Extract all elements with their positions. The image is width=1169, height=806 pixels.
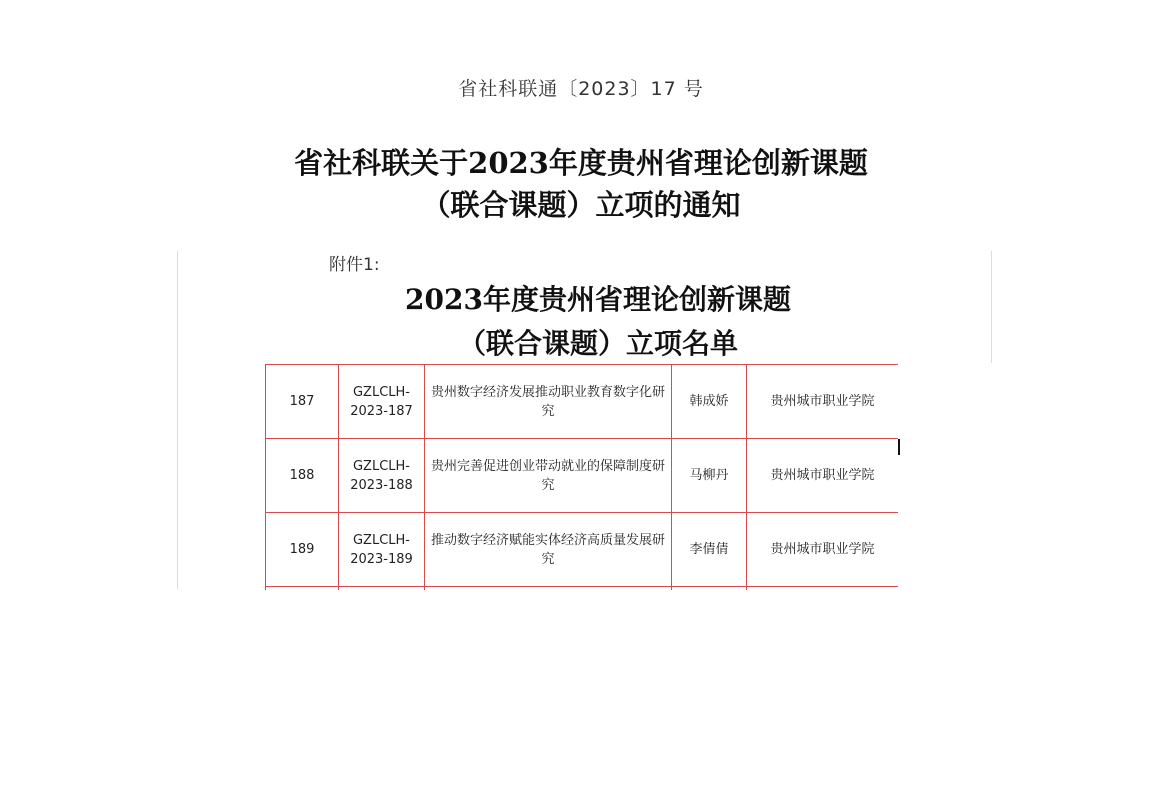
project-leader: 马柳丹 xyxy=(672,439,747,513)
empty-cell xyxy=(747,587,899,591)
project-code-line-1: GZLCLH- xyxy=(352,458,410,474)
list-title xyxy=(0,278,1169,366)
project-institution: 贵州城市职业学院 xyxy=(747,513,899,587)
project-institution: 贵州城市职业学院 xyxy=(747,439,899,513)
empty-cell xyxy=(425,587,672,591)
notice-title-line-1: 省社科联关于2023年度贵州省理论创新课题 xyxy=(294,146,868,180)
empty-cell xyxy=(339,587,425,591)
text-cursor xyxy=(898,439,900,455)
table-row xyxy=(266,365,899,439)
empty-cell xyxy=(266,587,339,591)
project-code-line-2: 2023-189 xyxy=(350,551,413,567)
project-code xyxy=(339,365,425,439)
project-topic: 推动数字经济赋能实体经济高质量发展研究 xyxy=(425,513,672,587)
scanned-attachment-frame-edge xyxy=(177,363,178,589)
row-index: 189 xyxy=(266,513,339,587)
project-topic: 贵州数字经济发展推动职业教育数字化研究 xyxy=(425,365,672,439)
project-topic: 贵州完善促进创业带动就业的保障制度研究 xyxy=(425,439,672,513)
document-number: 省社科联通〔2023〕17 号 xyxy=(458,78,704,100)
notice-title xyxy=(0,142,1162,226)
list-title-line-1: 2023年度贵州省理论创新课题 xyxy=(405,283,791,316)
empty-cell xyxy=(672,587,747,591)
project-leader: 韩成娇 xyxy=(672,365,747,439)
project-leader: 李倩倩 xyxy=(672,513,747,587)
project-code-line-2: 2023-188 xyxy=(350,477,413,493)
table-row-partial xyxy=(266,587,899,591)
table-row xyxy=(266,513,899,587)
project-code-line-1: GZLCLH- xyxy=(352,384,410,400)
row-index: 187 xyxy=(266,365,339,439)
row-index: 188 xyxy=(266,439,339,513)
notice-title-line-2: （联合课题）立项的通知 xyxy=(421,188,741,222)
project-code xyxy=(339,513,425,587)
project-table xyxy=(265,364,898,590)
project-institution: 贵州城市职业学院 xyxy=(747,365,899,439)
table-row xyxy=(266,439,899,513)
attachment-label: 附件1: xyxy=(329,255,380,275)
list-title-line-2: （联合课题）立项名单 xyxy=(457,327,738,360)
project-code xyxy=(339,439,425,513)
project-code-line-1: GZLCLH- xyxy=(352,532,410,548)
project-code-line-2: 2023-187 xyxy=(350,403,413,419)
project-table-container xyxy=(265,364,898,590)
